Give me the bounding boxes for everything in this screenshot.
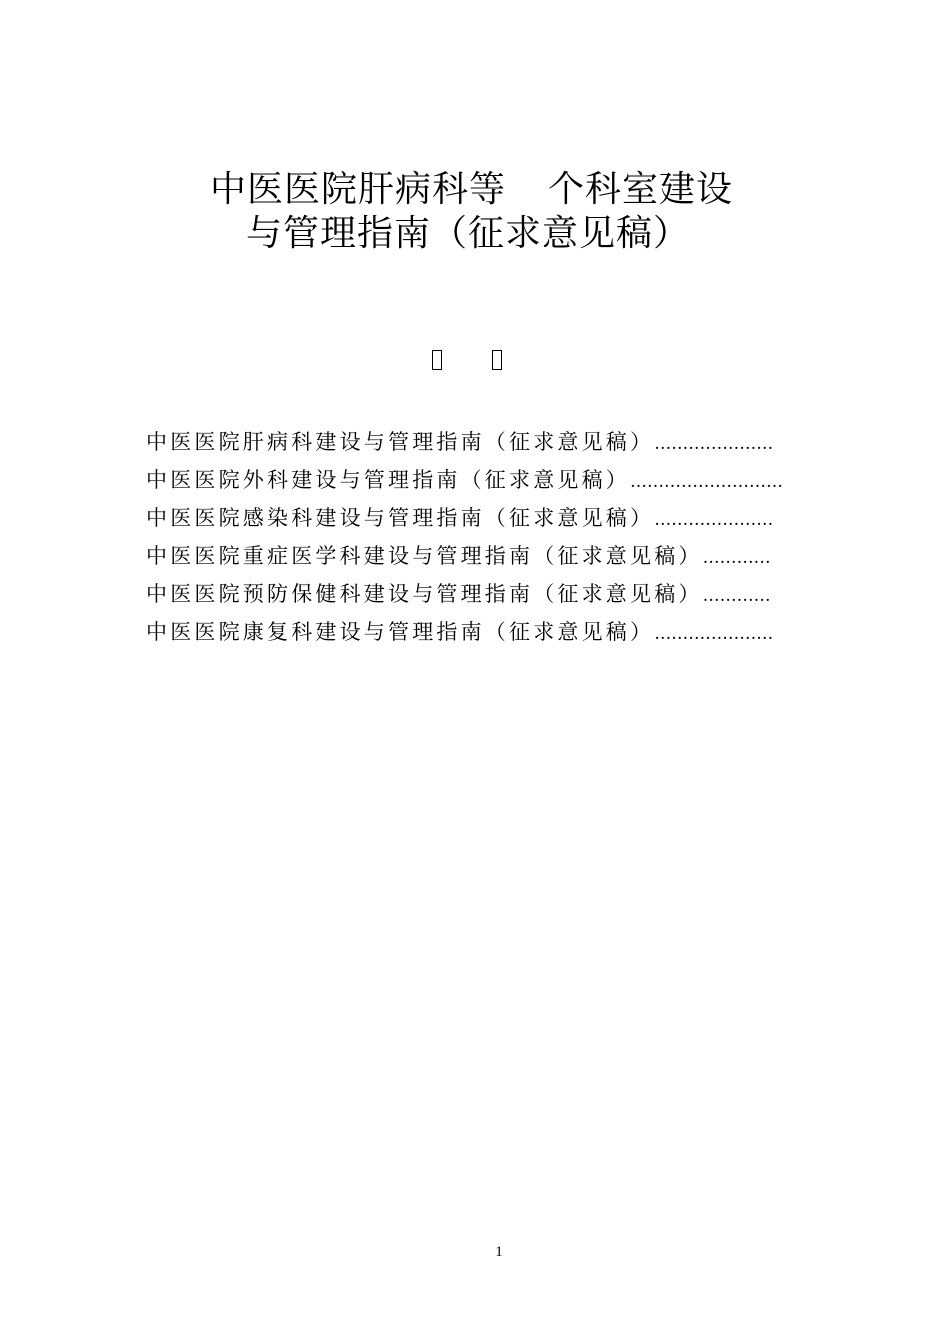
toc-item[interactable]	[146, 428, 846, 466]
toc-item-label: 中医医院肝病科建设与管理指南（征求意见稿）	[146, 430, 655, 454]
missing-glyph-icon	[492, 350, 502, 370]
title-line-1-part-2: 个科室建设	[548, 169, 734, 210]
toc-item[interactable]	[146, 466, 846, 504]
title-line-2: 与管理指南（征求意见稿）	[246, 213, 691, 254]
toc-item-label: 中医医院预防保健科建设与管理指南（征求意见稿）	[146, 582, 703, 606]
table-of-contents	[146, 428, 846, 656]
toc-item-leader: …………………	[654, 624, 774, 644]
toc-item-leader: ………………………	[630, 472, 783, 492]
toc-item-leader: …………	[702, 548, 771, 568]
toc-item-leader: …………………	[654, 510, 774, 530]
toc-item[interactable]	[146, 542, 846, 580]
toc-item-label: 中医医院康复科建设与管理指南（征求意见稿）	[146, 620, 655, 644]
title-line-1	[210, 168, 733, 212]
toc-item-label: 中医医院外科建设与管理指南（征求意见稿）	[146, 468, 630, 492]
toc-heading	[0, 346, 950, 376]
toc-item-leader: …………………	[654, 434, 774, 454]
title-line-1-part-1: 中医医院肝病科等	[210, 169, 507, 210]
toc-item[interactable]	[146, 580, 846, 618]
missing-glyph-icon	[432, 350, 442, 370]
toc-item[interactable]	[146, 504, 846, 542]
toc-item[interactable]	[146, 618, 846, 656]
toc-item-leader: …………	[702, 586, 771, 606]
toc-item-label: 中医医院重症医学科建设与管理指南（征求意见稿）	[146, 544, 703, 568]
page-number: 1	[495, 1244, 503, 1260]
toc-item-label: 中医医院感染科建设与管理指南（征求意见稿）	[146, 506, 655, 530]
